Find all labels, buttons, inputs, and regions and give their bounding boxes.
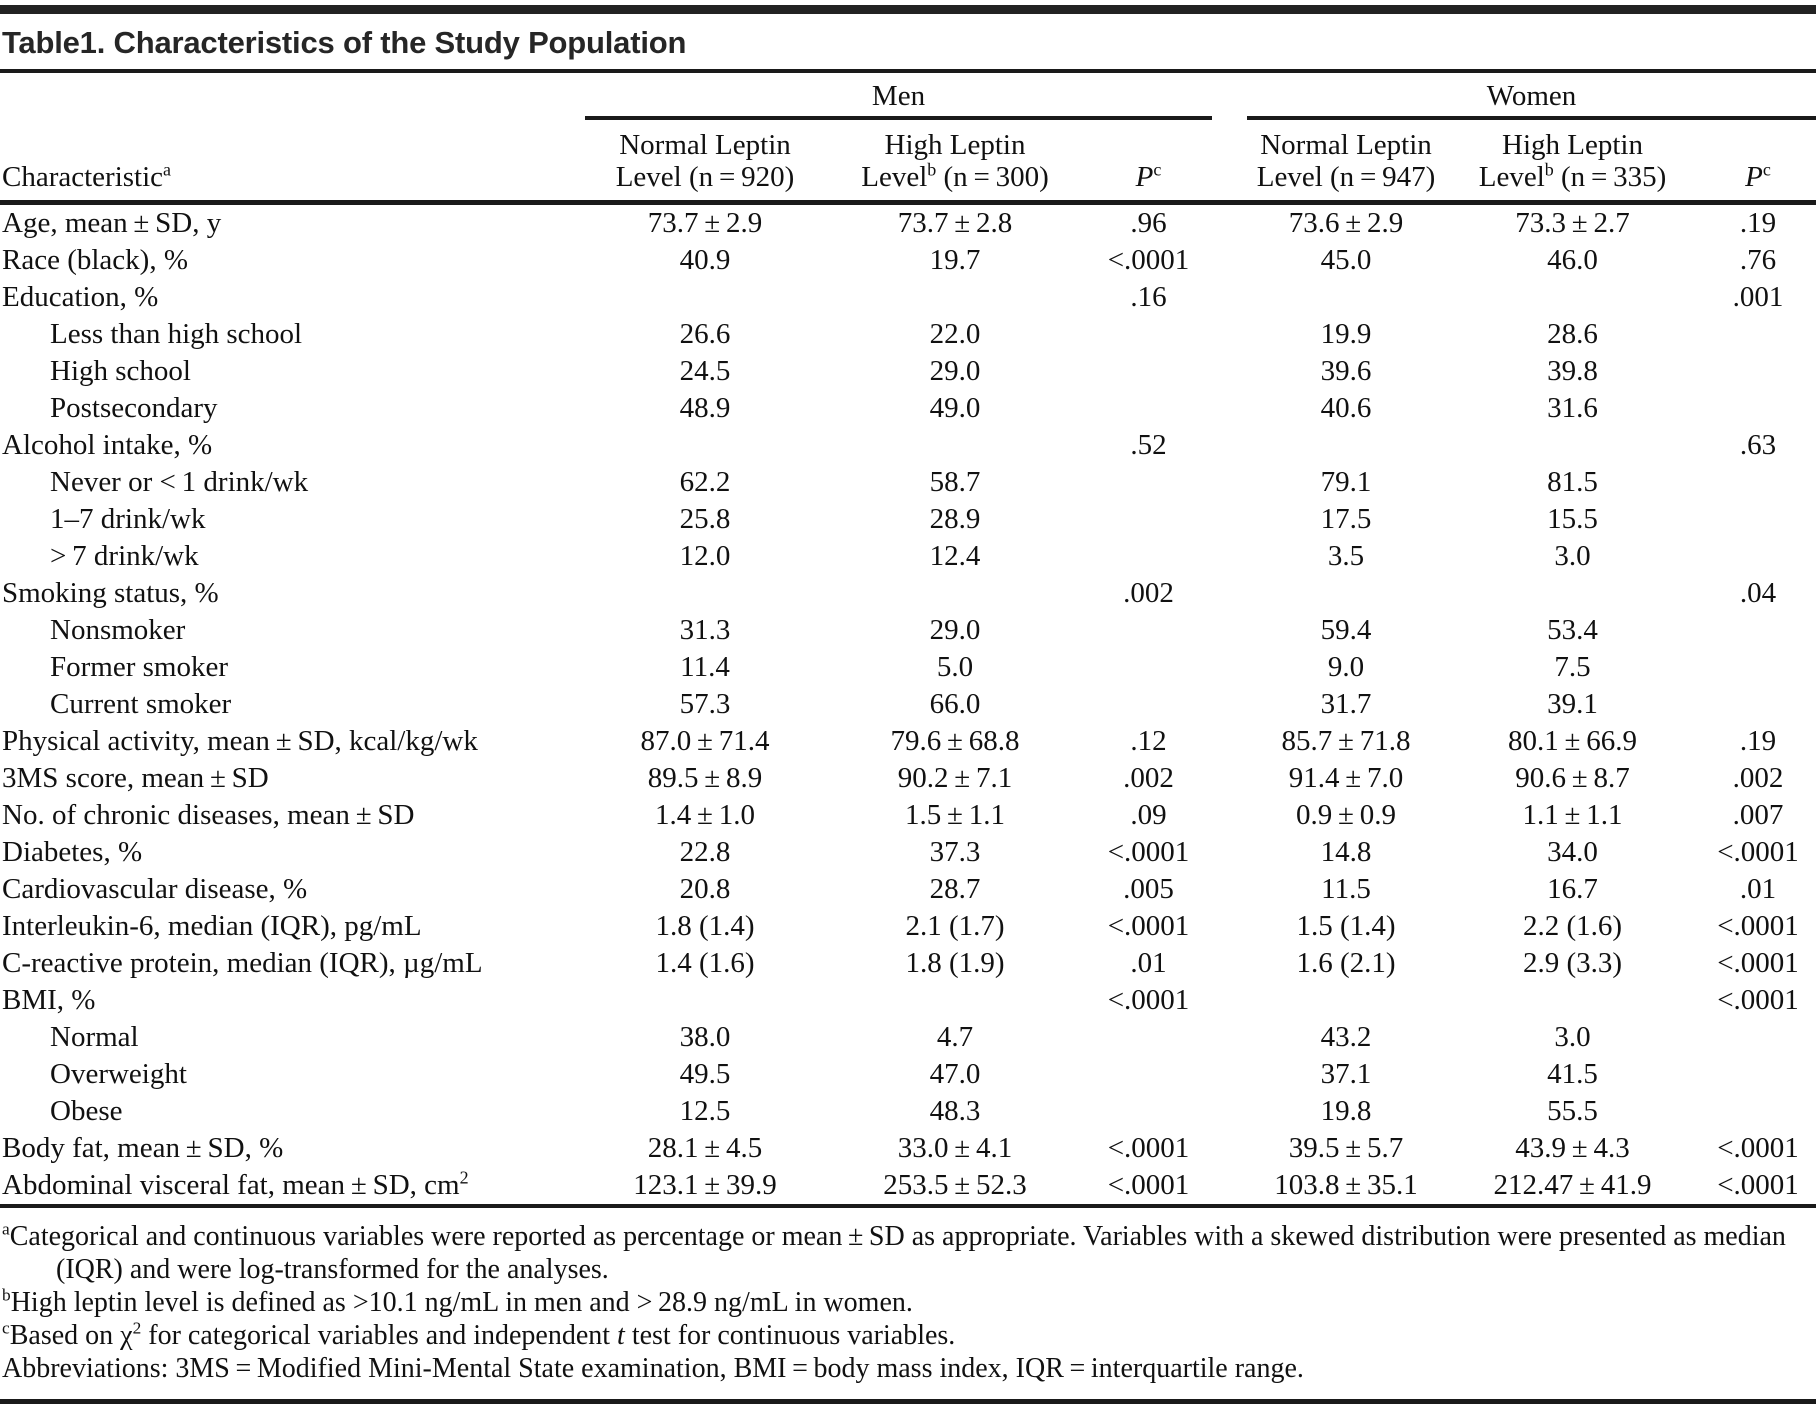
cell: 89.5 ± 8.9 — [647, 762, 763, 794]
cell: <.0001 — [1717, 947, 1799, 979]
cell — [1085, 464, 1212, 501]
cell: 31.3 — [679, 614, 731, 646]
cell: 9.0 — [1327, 651, 1365, 683]
table-row — [0, 982, 1816, 1019]
row-label: Race (black), % — [2, 244, 188, 276]
cell: .002 — [1123, 762, 1174, 794]
cell: 45.0 — [1320, 244, 1372, 276]
group-gap — [1212, 353, 1247, 390]
cell: 43.9 ± 4.3 — [1515, 1132, 1630, 1164]
cell: <.0001 — [1717, 984, 1799, 1016]
cell: .19 — [1739, 725, 1777, 757]
cell: 12.0 — [679, 540, 731, 572]
cell: 40.6 — [1320, 392, 1372, 424]
characteristic-header: Characteristic$^a$ — [0, 118, 585, 203]
cell: 29.0 — [929, 355, 981, 387]
group-header-row — [0, 73, 1816, 118]
group-gap — [1212, 118, 1247, 203]
table-head — [0, 73, 1816, 203]
cell: 39.6 — [1320, 355, 1372, 387]
cell — [1700, 612, 1816, 649]
cell: .19 — [1739, 207, 1777, 239]
table-row — [0, 834, 1816, 871]
column-header: High Leptin Level$^b$ (n = 335) — [1445, 118, 1700, 203]
column-header: $P^c$ — [1085, 118, 1212, 203]
cell: 47.0 — [929, 1058, 981, 1090]
cell: 1.8 (1.4) — [655, 910, 755, 942]
table-row — [0, 242, 1816, 279]
footnote: $^c$Based on $\chi^2$ for categorical variables and independent t test for continuous variables. — [2, 1318, 956, 1351]
cell — [1085, 353, 1212, 390]
group-gap — [1212, 242, 1247, 279]
cell — [1445, 427, 1700, 464]
cell: 79.1 — [1320, 466, 1372, 498]
group-gap — [1212, 686, 1247, 723]
cell: .002 — [1732, 762, 1784, 794]
cell: 62.2 — [679, 466, 731, 498]
cell — [1085, 501, 1212, 538]
cell: <.0001 — [1107, 910, 1190, 942]
cell — [825, 427, 1085, 464]
cell: <.0001 — [1107, 836, 1190, 868]
row-label: Alcohol intake, % — [2, 429, 213, 461]
cell: 7.5 — [1554, 651, 1591, 683]
cell: 28.6 — [1547, 318, 1598, 350]
cell: 25.8 — [679, 503, 731, 535]
cell: .005 — [1123, 873, 1174, 905]
cell — [825, 982, 1085, 1019]
row-label: No. of chronic diseases, mean ± SD — [2, 799, 415, 831]
table-row — [0, 538, 1816, 575]
row-label: Physical activity, mean ± SD, kcal/kg/wk — [2, 725, 478, 757]
table-row — [0, 908, 1816, 945]
cell — [1085, 1093, 1212, 1130]
cell: 40.9 — [679, 244, 731, 276]
cell: 12.4 — [929, 540, 981, 572]
table-row — [0, 871, 1816, 908]
row-label: C-reactive protein, median (IQR), µg/mL — [2, 947, 483, 979]
table-row — [0, 1130, 1816, 1167]
group-gap — [1212, 279, 1247, 316]
cell: 1.5 ± 1.1 — [904, 799, 1006, 831]
table-row — [0, 612, 1816, 649]
cell: <.0001 — [1107, 1169, 1190, 1201]
footnote: $^b$High leptin level is defined as >10.1 ng/mL in men and > 28.9 ng/mL in women. — [2, 1285, 913, 1318]
column-header: Normal Leptin Level (n = 920) — [585, 118, 825, 203]
column-header: Normal Leptin Level (n = 947) — [1247, 118, 1445, 203]
cell — [1700, 501, 1816, 538]
cell: 5.0 — [936, 651, 974, 683]
cell: 19.9 — [1320, 318, 1372, 350]
cell — [585, 279, 825, 316]
cell: 31.7 — [1320, 688, 1372, 720]
cell: 28.7 — [929, 873, 981, 905]
cell: .96 — [1130, 207, 1167, 239]
row-label: Normal — [50, 1021, 139, 1053]
row-label: Interleukin-6, median (IQR), pg/mL — [2, 910, 422, 942]
top-rule — [0, 5, 1816, 14]
cell: 91.4 ± 7.0 — [1288, 762, 1404, 794]
cell: 81.5 — [1547, 466, 1598, 498]
cell: 49.5 — [679, 1058, 731, 1090]
cell: 85.7 ± 71.8 — [1281, 725, 1411, 757]
cell: .09 — [1130, 799, 1167, 831]
cell: 37.3 — [929, 836, 981, 868]
cell: 2.9 (3.3) — [1522, 947, 1623, 979]
cell — [585, 982, 825, 1019]
cell: 73.6 ± 2.9 — [1288, 207, 1404, 239]
cell: 212.47 ± 41.9 — [1493, 1169, 1652, 1201]
cell: 73.3 ± 2.7 — [1515, 207, 1630, 239]
cell: 4.7 — [936, 1021, 974, 1053]
cell: 1.4 (1.6) — [655, 947, 755, 979]
table-row — [0, 390, 1816, 427]
group-gap — [1212, 1019, 1247, 1056]
row-label: Smoking status, % — [2, 577, 219, 609]
cell — [585, 427, 825, 464]
row-label: Diabetes, % — [2, 836, 143, 868]
group-gap — [1212, 871, 1247, 908]
bottom-rule — [0, 1399, 1816, 1404]
row-label: 1–7 drink/wk — [50, 503, 206, 535]
group-gap — [1212, 203, 1247, 243]
table-row — [0, 760, 1816, 797]
group-header-men: Men — [585, 73, 1212, 118]
table-row — [0, 316, 1816, 353]
column-header-row — [0, 118, 1816, 203]
cell: 38.0 — [679, 1021, 731, 1053]
cell: 55.5 — [1547, 1095, 1598, 1127]
cell: 87.0 ± 71.4 — [640, 725, 770, 757]
cell — [1085, 538, 1212, 575]
cell: 59.4 — [1320, 614, 1372, 646]
cell: 3.5 — [1327, 540, 1365, 572]
cell: 253.5 ± 52.3 — [883, 1169, 1027, 1201]
cell — [585, 575, 825, 612]
group-gap — [1212, 760, 1247, 797]
cell — [1700, 1056, 1816, 1093]
group-gap — [1212, 1130, 1247, 1167]
row-label: Never or < 1 drink/wk — [50, 466, 309, 498]
cell: 1.1 ± 1.1 — [1522, 799, 1623, 831]
row-label: > 7 drink/wk — [50, 540, 199, 572]
cell: 19.7 — [929, 244, 981, 276]
cell: 46.0 — [1547, 244, 1598, 276]
cell: 90.6 ± 8.7 — [1515, 762, 1630, 794]
corner-cell — [0, 73, 585, 118]
cell: 1.8 (1.9) — [905, 947, 1005, 979]
cell: 28.1 ± 4.5 — [647, 1132, 763, 1164]
cell: <.0001 — [1107, 244, 1190, 276]
cell — [1085, 316, 1212, 353]
row-label: Current smoker — [50, 688, 232, 720]
cell: 123.1 ± 39.9 — [633, 1169, 777, 1201]
cell — [1700, 353, 1816, 390]
row-label: BMI, % — [2, 984, 96, 1016]
row-label: Obese — [50, 1095, 123, 1127]
group-gap — [1212, 649, 1247, 686]
table-row — [0, 279, 1816, 316]
table-row — [0, 203, 1816, 243]
cell: 26.6 — [679, 318, 731, 350]
cell — [1085, 390, 1212, 427]
cell: 66.0 — [929, 688, 981, 720]
group-gap — [1212, 427, 1247, 464]
cell: 0.9 ± 0.9 — [1296, 799, 1397, 831]
cell: <.0001 — [1107, 1132, 1190, 1164]
cell: .76 — [1739, 244, 1777, 276]
row-label: Cardiovascular disease, % — [2, 873, 308, 905]
cell — [1700, 316, 1816, 353]
cell: 43.2 — [1320, 1021, 1372, 1053]
group-gap — [1212, 73, 1247, 118]
cell: 80.1 ± 66.9 — [1508, 725, 1638, 757]
column-header: High Leptin Level$^b$ (n = 300) — [825, 118, 1085, 203]
group-gap — [1212, 316, 1247, 353]
group-gap — [1212, 390, 1247, 427]
cell: .01 — [1739, 873, 1777, 905]
cell — [1700, 538, 1816, 575]
group-gap — [1212, 464, 1247, 501]
group-gap — [1212, 834, 1247, 871]
cell — [1247, 279, 1445, 316]
cell: 19.8 — [1320, 1095, 1372, 1127]
group-gap — [1212, 723, 1247, 760]
cell: <.0001 — [1717, 1169, 1799, 1201]
cell: 57.3 — [679, 688, 731, 720]
cell: 53.4 — [1547, 614, 1598, 646]
cell: 1.5 (1.4) — [1296, 910, 1396, 942]
footnotes — [0, 1220, 1800, 1385]
cell: <.0001 — [1717, 1132, 1799, 1164]
cell: 2.2 (1.6) — [1522, 910, 1623, 942]
cell — [1085, 1056, 1212, 1093]
row-label: High school — [50, 355, 191, 387]
cell: 41.5 — [1547, 1058, 1598, 1090]
cell — [1445, 982, 1700, 1019]
cell — [825, 279, 1085, 316]
cell: 73.7 ± 2.8 — [897, 207, 1013, 239]
cell: 48.9 — [679, 392, 731, 424]
cell — [1700, 686, 1816, 723]
cell: 73.7 ± 2.9 — [647, 207, 763, 239]
cell: 24.5 — [679, 355, 731, 387]
table-row — [0, 575, 1816, 612]
group-gap — [1212, 908, 1247, 945]
cell: 16.7 — [1547, 873, 1598, 905]
cell: <.0001 — [1717, 910, 1799, 942]
cell: 3.0 — [1554, 1021, 1591, 1053]
cell: 39.5 ± 5.7 — [1288, 1132, 1404, 1164]
cell: <.0001 — [1107, 984, 1190, 1016]
table-title: Table1. Characteristics of the Study Population — [2, 25, 687, 60]
row-label: Less than high school — [50, 318, 303, 350]
table-row — [0, 427, 1816, 464]
cell: 1.6 (2.1) — [1296, 947, 1396, 979]
cell — [1085, 1019, 1212, 1056]
cell — [1445, 575, 1700, 612]
row-label: Education, % — [2, 281, 159, 313]
table-row — [0, 649, 1816, 686]
cell: 39.1 — [1547, 688, 1598, 720]
cell — [1247, 575, 1445, 612]
cell: 14.8 — [1320, 836, 1372, 868]
cell — [1085, 686, 1212, 723]
cell — [1445, 279, 1700, 316]
cell: 11.5 — [1321, 873, 1371, 905]
table-row — [0, 353, 1816, 390]
group-gap — [1212, 945, 1247, 982]
row-label: Overweight — [50, 1058, 187, 1090]
row-label: Nonsmoker — [50, 614, 186, 646]
cell: <.0001 — [1717, 836, 1799, 868]
cell: 12.5 — [679, 1095, 731, 1127]
column-header: $P^c$ — [1700, 118, 1816, 203]
table-row — [0, 1019, 1816, 1056]
group-gap — [1212, 797, 1247, 834]
cell — [1700, 1019, 1816, 1056]
group-gap — [1212, 538, 1247, 575]
cell: 29.0 — [929, 614, 981, 646]
cell: 39.8 — [1547, 355, 1598, 387]
cell — [1247, 427, 1445, 464]
cell: 31.6 — [1547, 392, 1598, 424]
cell: 20.8 — [679, 873, 731, 905]
cell — [825, 575, 1085, 612]
cell: 11.4 — [680, 651, 730, 683]
cell: .04 — [1739, 577, 1777, 609]
group-gap — [1212, 1167, 1247, 1206]
cell: 103.8 ± 35.1 — [1274, 1169, 1418, 1201]
group-gap — [1212, 575, 1247, 612]
footnote: $^a$Categorical and continuous variables were reported as percentage or mean ± SD as appropriate. Variables with a skewed distribution were presented as median (IQR) and were log-transformed for the analyses. — [2, 1219, 1786, 1285]
cell: 2.1 (1.7) — [905, 910, 1005, 942]
cell: 49.0 — [929, 392, 981, 424]
cell: 1.4 ± 1.0 — [654, 799, 756, 831]
cell: 28.9 — [929, 503, 981, 535]
row-label: Former smoker — [50, 651, 228, 683]
row-label: Age, mean ± SD, y — [2, 207, 222, 239]
cell — [1700, 390, 1816, 427]
row-label: Abdominal visceral fat, mean ± SD, $cm^2$ — [2, 1167, 469, 1201]
cell: .12 — [1130, 725, 1167, 757]
cell — [1247, 982, 1445, 1019]
cell: 37.1 — [1320, 1058, 1372, 1090]
cell — [1700, 649, 1816, 686]
cell: .002 — [1123, 577, 1174, 609]
group-header-women: Women — [1247, 73, 1816, 118]
table-row — [0, 723, 1816, 760]
table-row — [0, 1093, 1816, 1130]
cell: .52 — [1130, 429, 1167, 461]
cell: 3.0 — [1554, 540, 1591, 572]
table-row — [0, 945, 1816, 982]
group-gap — [1212, 1093, 1247, 1130]
cell — [1085, 649, 1212, 686]
cell: 33.0 ± 4.1 — [897, 1132, 1013, 1164]
cell: .16 — [1130, 281, 1167, 313]
cell: 34.0 — [1547, 836, 1598, 868]
cell: 22.0 — [929, 318, 981, 350]
table-row — [0, 686, 1816, 723]
cell: .01 — [1130, 947, 1167, 979]
table-row — [0, 797, 1816, 834]
cell: 79.6 ± 68.8 — [890, 725, 1020, 757]
table-row — [0, 464, 1816, 501]
cell: .63 — [1739, 429, 1777, 461]
cell — [1700, 1093, 1816, 1130]
cell: 58.7 — [929, 466, 981, 498]
cell — [1700, 464, 1816, 501]
cell — [1085, 612, 1212, 649]
cell: 90.2 ± 7.1 — [897, 762, 1013, 794]
row-label: Body fat, mean ± SD, % — [2, 1132, 284, 1164]
row-label: Postsecondary — [50, 392, 218, 424]
group-gap — [1212, 982, 1247, 1019]
group-gap — [1212, 501, 1247, 538]
cell: 17.5 — [1320, 503, 1372, 535]
group-gap — [1212, 612, 1247, 649]
study-population-table — [0, 73, 1816, 1208]
cell: .007 — [1732, 799, 1784, 831]
cell: .001 — [1732, 281, 1784, 313]
table-row — [0, 501, 1816, 538]
cell: 15.5 — [1547, 503, 1598, 535]
footnote: Abbreviations: 3MS = Modified Mini-Mental State examination, BMI = body mass index, IQR = interquartile range. — [2, 1353, 1304, 1384]
table-row — [0, 1167, 1816, 1206]
table-body — [0, 203, 1816, 1207]
table-row — [0, 1056, 1816, 1093]
cell: 22.8 — [679, 836, 731, 868]
row-label: 3MS score, mean ± SD — [2, 762, 269, 794]
group-gap — [1212, 1056, 1247, 1093]
cell: 48.3 — [929, 1095, 981, 1127]
